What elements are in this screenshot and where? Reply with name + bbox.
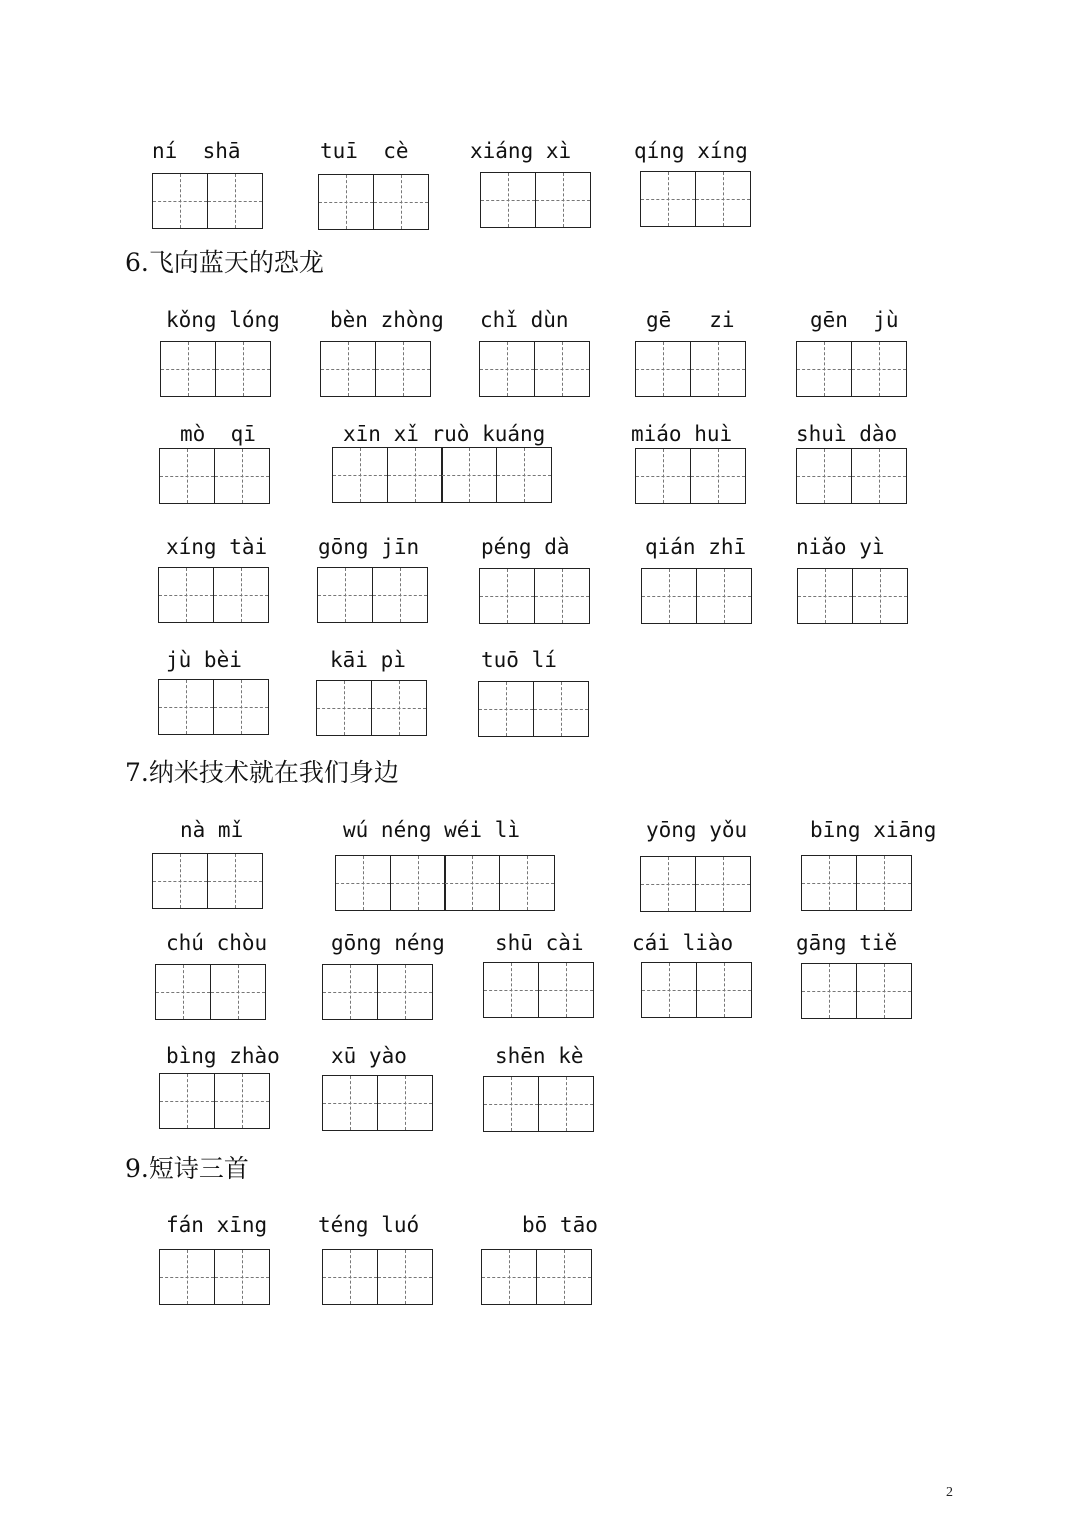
- tian-ge-cell[interactable]: [538, 962, 594, 1018]
- tian-ge-cell[interactable]: [371, 680, 427, 736]
- tian-ge-cell[interactable]: [317, 567, 373, 623]
- page-number: 2: [946, 1485, 953, 1500]
- writing-grid: [801, 855, 912, 911]
- pinyin-label: shēn kè: [495, 1044, 584, 1068]
- tian-ge-cell[interactable]: [322, 1249, 378, 1305]
- writing-grid: [483, 962, 594, 1018]
- section-heading: 7.纳米技术就在我们身边: [125, 758, 399, 787]
- tian-ge-cell[interactable]: [696, 568, 752, 624]
- pinyin-label: bīng xiāng: [810, 818, 937, 842]
- writing-grid: [640, 171, 751, 227]
- tian-ge-cell[interactable]: [695, 856, 751, 912]
- tian-ge-cell[interactable]: [215, 341, 271, 397]
- writing-grid: [796, 341, 907, 397]
- tian-ge-cell[interactable]: [152, 853, 208, 909]
- pinyin-label: miáo huì: [631, 422, 733, 446]
- tian-ge-cell[interactable]: [377, 964, 433, 1020]
- pinyin-label: gōng néng: [331, 931, 445, 955]
- writing-grid: [318, 174, 429, 230]
- writing-grid: [641, 568, 752, 624]
- tian-ge-cell[interactable]: [483, 1076, 539, 1132]
- writing-grid: [322, 964, 433, 1020]
- pinyin-label: niǎo yì: [796, 535, 885, 559]
- writing-grid: [332, 447, 552, 503]
- tian-ge-cell[interactable]: [214, 1249, 270, 1305]
- tian-ge-cell[interactable]: [444, 855, 500, 911]
- tian-ge-cell[interactable]: [373, 174, 429, 230]
- writing-grid: [322, 1249, 433, 1305]
- tian-ge-cell[interactable]: [213, 679, 269, 735]
- pinyin-label: qíng xíng: [634, 139, 748, 163]
- tian-ge-cell[interactable]: [210, 964, 266, 1020]
- pinyin-label: téng luó: [318, 1213, 420, 1237]
- pinyin-label: bō tāo: [522, 1213, 598, 1237]
- tian-ge-cell[interactable]: [159, 448, 215, 504]
- tian-ge-cell[interactable]: [690, 448, 746, 504]
- tian-ge-cell[interactable]: [155, 964, 211, 1020]
- pinyin-label: ní shā: [152, 139, 241, 163]
- pinyin-label: gēn jù: [810, 308, 899, 332]
- tian-ge-cell[interactable]: [316, 680, 372, 736]
- pinyin-label: chǐ dùn: [480, 308, 569, 332]
- tian-ge-cell[interactable]: [318, 174, 374, 230]
- writing-grid: [158, 567, 269, 623]
- pinyin-label: tuō lí: [481, 648, 557, 672]
- writing-grid: [640, 856, 751, 912]
- tian-ge-cell[interactable]: [796, 448, 852, 504]
- writing-grid: [479, 341, 590, 397]
- tian-ge-cell[interactable]: [535, 172, 591, 228]
- pinyin-label: yōng yǒu: [646, 818, 748, 842]
- tian-ge-cell[interactable]: [536, 1249, 592, 1305]
- writing-grid: [797, 568, 908, 624]
- tian-ge-cell[interactable]: [534, 341, 590, 397]
- tian-ge-cell[interactable]: [322, 964, 378, 1020]
- writing-grid: [152, 853, 263, 909]
- tian-ge-cell[interactable]: [479, 568, 535, 624]
- writing-grid: [635, 448, 746, 504]
- tian-ge-cell[interactable]: [377, 1075, 433, 1131]
- tian-ge-cell[interactable]: [159, 1073, 215, 1129]
- tian-ge-cell[interactable]: [159, 1249, 215, 1305]
- tian-ge-cell[interactable]: [499, 855, 555, 911]
- tian-ge-cell[interactable]: [480, 172, 536, 228]
- tian-ge-cell[interactable]: [478, 681, 534, 737]
- writing-grid: [152, 173, 263, 229]
- writing-grid: [159, 448, 270, 504]
- writing-grid: [635, 341, 746, 397]
- pinyin-label: xíng tài: [166, 535, 268, 559]
- writing-grid: [159, 1249, 270, 1305]
- pinyin-label: nà mǐ: [180, 818, 244, 842]
- tian-ge-cell[interactable]: [696, 962, 752, 1018]
- writing-grid: [316, 680, 427, 736]
- pinyin-label: shū cài: [495, 931, 584, 955]
- writing-grid: [320, 341, 431, 397]
- pinyin-label: kǒng lóng: [166, 308, 280, 332]
- writing-grid: [480, 172, 591, 228]
- pinyin-label: gē zi: [646, 308, 735, 332]
- tian-ge-cell[interactable]: [641, 962, 697, 1018]
- tian-ge-cell[interactable]: [534, 568, 590, 624]
- tian-ge-cell[interactable]: [640, 171, 696, 227]
- tian-ge-cell[interactable]: [851, 448, 907, 504]
- writing-grid: [641, 962, 752, 1018]
- pinyin-label: bèn zhòng: [330, 308, 444, 332]
- writing-grid: [160, 341, 271, 397]
- pinyin-label: gōng jīn: [318, 535, 420, 559]
- tian-ge-cell[interactable]: [372, 567, 428, 623]
- writing-grid: [483, 1076, 594, 1132]
- section-heading: 6.飞向蓝天的恐龙: [125, 248, 324, 277]
- tian-ge-cell[interactable]: [635, 448, 691, 504]
- pinyin-label: péng dà: [481, 535, 570, 559]
- tian-ge-cell[interactable]: [213, 567, 269, 623]
- writing-grid: [481, 1249, 592, 1305]
- pinyin-label: qián zhī: [645, 535, 747, 559]
- pinyin-label: chú chòu: [166, 931, 268, 955]
- tian-ge-cell[interactable]: [797, 568, 853, 624]
- pinyin-label: xiáng xì: [470, 139, 572, 163]
- tian-ge-cell[interactable]: [377, 1249, 433, 1305]
- tian-ge-cell[interactable]: [635, 341, 691, 397]
- pinyin-label: wú néng wéi lì: [343, 818, 521, 842]
- writing-grid: [478, 681, 589, 737]
- tian-ge-cell[interactable]: [801, 963, 857, 1019]
- writing-grid: [159, 1073, 270, 1129]
- tian-ge-cell[interactable]: [322, 1075, 378, 1131]
- pinyin-label: bìng zhào: [166, 1044, 280, 1068]
- tian-ge-cell[interactable]: [332, 447, 388, 503]
- tian-ge-cell[interactable]: [483, 962, 539, 1018]
- tian-ge-cell[interactable]: [214, 1073, 270, 1129]
- tian-ge-cell[interactable]: [851, 341, 907, 397]
- pinyin-label: mò qī: [180, 422, 256, 446]
- pinyin-label: cái liào: [632, 931, 734, 955]
- pinyin-label: fán xīng: [166, 1213, 268, 1237]
- tian-ge-cell[interactable]: [641, 568, 697, 624]
- tian-ge-cell[interactable]: [158, 679, 214, 735]
- tian-ge-cell[interactable]: [496, 447, 552, 503]
- writing-grid: [801, 963, 912, 1019]
- tian-ge-cell[interactable]: [856, 855, 912, 911]
- tian-ge-cell[interactable]: [152, 173, 208, 229]
- tian-ge-cell[interactable]: [695, 171, 751, 227]
- tian-ge-cell[interactable]: [320, 341, 376, 397]
- tian-ge-cell[interactable]: [796, 341, 852, 397]
- tian-ge-cell[interactable]: [856, 963, 912, 1019]
- tian-ge-cell[interactable]: [538, 1076, 594, 1132]
- pinyin-label: xū yào: [331, 1044, 407, 1068]
- writing-grid: [155, 964, 266, 1020]
- tian-ge-cell[interactable]: [690, 341, 746, 397]
- writing-grid: [335, 855, 555, 911]
- pinyin-label: jù bèi: [166, 648, 242, 672]
- tian-ge-cell[interactable]: [481, 1249, 537, 1305]
- pinyin-label: tuī cè: [320, 139, 409, 163]
- tian-ge-cell[interactable]: [375, 341, 431, 397]
- tian-ge-cell[interactable]: [335, 855, 391, 911]
- tian-ge-cell[interactable]: [852, 568, 908, 624]
- tian-ge-cell[interactable]: [390, 855, 446, 911]
- tian-ge-cell[interactable]: [214, 448, 270, 504]
- writing-grid: [796, 448, 907, 504]
- tian-ge-cell[interactable]: [207, 853, 263, 909]
- pinyin-label: shuì dào: [796, 422, 898, 446]
- tian-ge-cell[interactable]: [160, 341, 216, 397]
- tian-ge-cell[interactable]: [533, 681, 589, 737]
- tian-ge-cell[interactable]: [801, 855, 857, 911]
- writing-grid: [322, 1075, 433, 1131]
- tian-ge-cell[interactable]: [441, 447, 497, 503]
- writing-grid: [479, 568, 590, 624]
- pinyin-label: gāng tiě: [796, 931, 898, 955]
- tian-ge-cell[interactable]: [387, 447, 443, 503]
- section-heading: 9.短诗三首: [125, 1154, 249, 1183]
- tian-ge-cell[interactable]: [479, 341, 535, 397]
- pinyin-label: kāi pì: [330, 648, 406, 672]
- tian-ge-cell[interactable]: [158, 567, 214, 623]
- tian-ge-cell[interactable]: [640, 856, 696, 912]
- writing-grid: [317, 567, 428, 623]
- writing-grid: [158, 679, 269, 735]
- tian-ge-cell[interactable]: [207, 173, 263, 229]
- pinyin-label: xīn xǐ ruò kuáng: [343, 422, 546, 446]
